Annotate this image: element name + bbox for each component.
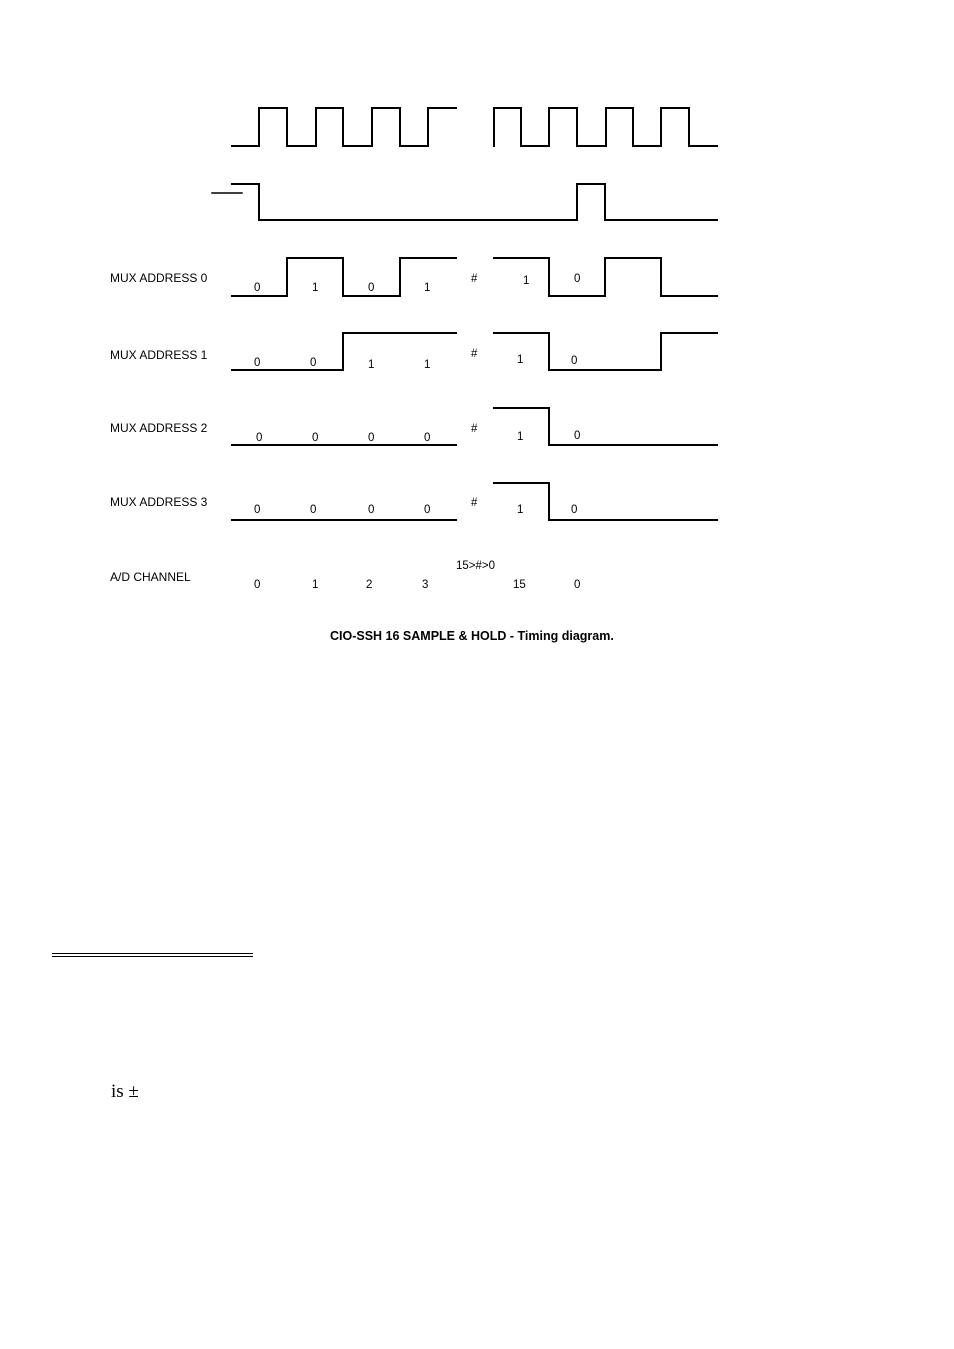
ad-channel-value: 15	[513, 579, 526, 591]
ad-channel-value: 2	[366, 579, 373, 591]
ad-channel-value: 0	[574, 579, 581, 591]
mux-address-0-bit: #	[471, 273, 478, 285]
mux-address-3-bit: 0	[424, 504, 431, 516]
clock-waveform	[232, 108, 456, 146]
mux-address-0-bit: 0	[574, 273, 581, 285]
mux-address-3-label: MUX ADDRESS 3	[110, 495, 208, 509]
mux-address-2-bit: 0	[424, 432, 431, 444]
strobe-waveform	[232, 184, 717, 220]
mux-address-2-bit: 0	[368, 432, 375, 444]
ad-channel-label: A/D CHANNEL	[110, 570, 191, 584]
mux-address-1-bit: 0	[571, 355, 578, 367]
mux-address-3-waveform-continued	[494, 483, 717, 520]
mux-address-2-bit: #	[471, 423, 478, 435]
mux-address-2-waveform-continued	[494, 408, 717, 445]
section-divider	[52, 953, 253, 957]
mux-address-2-bit: 0	[256, 432, 263, 444]
clock-waveform-continued	[494, 108, 717, 146]
ad-channel-value: 3	[422, 579, 429, 591]
mux-address-2-label: MUX ADDRESS 2	[110, 421, 208, 435]
mux-address-1-bit: 1	[424, 359, 431, 371]
mux-address-3-bit: 1	[517, 504, 524, 516]
mux-address-1-waveform-continued	[494, 333, 717, 370]
mux-address-1-waveform	[232, 333, 456, 370]
mux-address-2-bit: 0	[574, 430, 581, 442]
ad-channel-value: 1	[312, 579, 319, 591]
mux-address-0-label: MUX ADDRESS 0	[110, 271, 208, 285]
ad-channel-value: 0	[254, 579, 261, 591]
mux-address-3-bit: #	[471, 497, 478, 509]
mux-address-1-bit: 0	[310, 357, 317, 369]
mux-address-1-bit: #	[471, 348, 478, 360]
mux-address-2-bit: 1	[517, 431, 524, 443]
mux-address-3-bit: 0	[571, 504, 578, 516]
mux-address-3-bit: 0	[368, 504, 375, 516]
mux-address-3-bit: 0	[254, 504, 261, 516]
ad-channel-gap-note: 15>#>0	[456, 560, 496, 572]
mux-address-1-bit: 0	[254, 357, 261, 369]
mux-address-1-label: MUX ADDRESS 1	[110, 348, 208, 362]
mux-address-0-bit: 0	[368, 282, 375, 294]
diagram-caption: CIO-SSH 16 SAMPLE & HOLD - Timing diagram.	[330, 629, 614, 643]
mux-address-3-bit: 0	[310, 504, 317, 516]
mux-address-0-bit: 1	[312, 282, 319, 294]
text-fragment: is ±	[111, 1081, 139, 1102]
mux-address-0-waveform	[232, 258, 456, 296]
mux-address-1-bit: 1	[368, 359, 375, 371]
mux-address-0-bit: 1	[523, 275, 530, 287]
mux-address-0-bit: 0	[254, 282, 261, 294]
mux-address-2-bit: 0	[312, 432, 319, 444]
mux-address-0-bit: 1	[424, 282, 431, 294]
mux-address-1-bit: 1	[517, 354, 524, 366]
